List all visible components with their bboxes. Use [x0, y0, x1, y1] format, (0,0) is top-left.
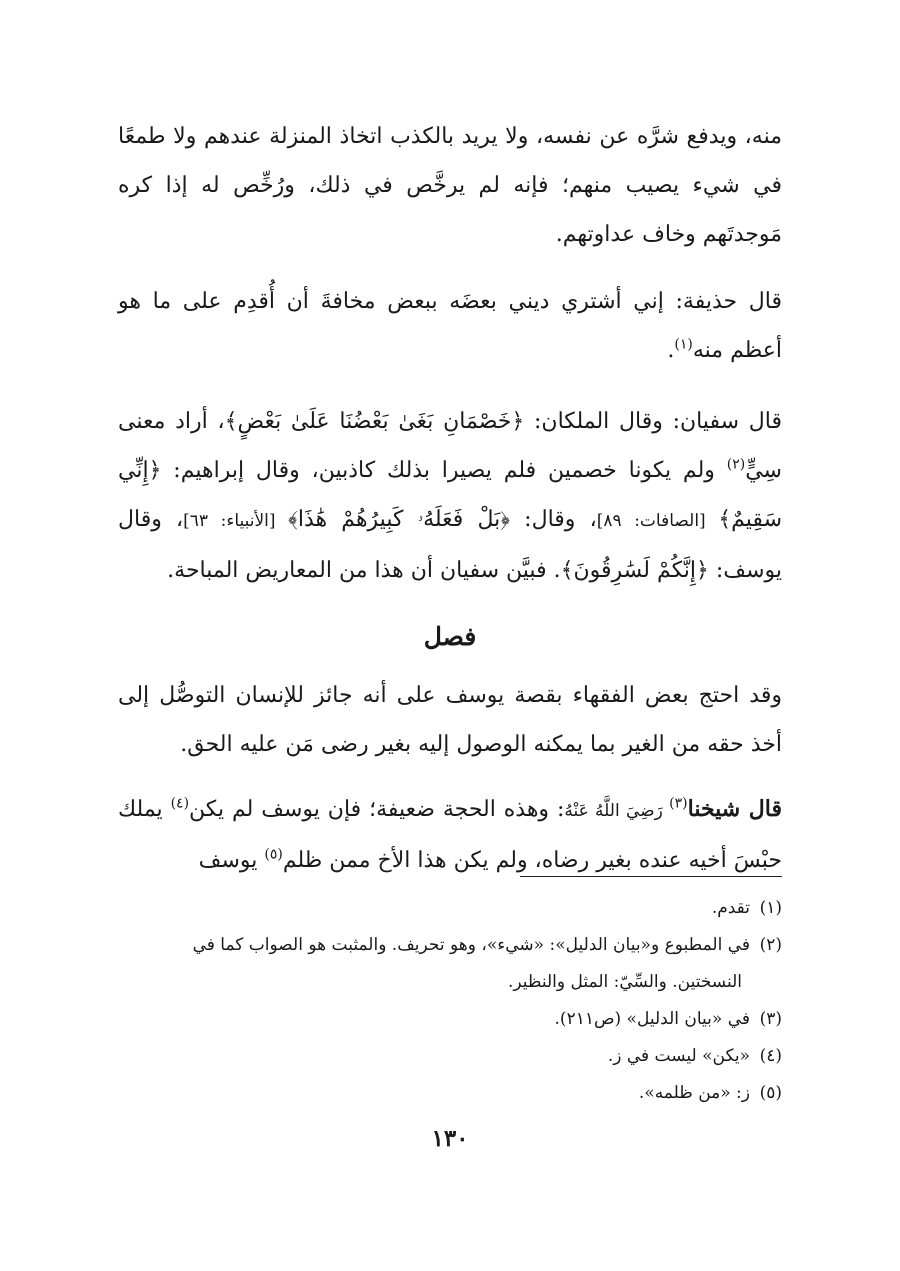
footnote-4: [118, 1038, 782, 1075]
main-text: [118, 112, 782, 885]
footnote-ref-2[interactable]: (٢): [726, 456, 746, 473]
paragraph-4: وقد احتج بعض الفقهاء بقصة يوسف على أنه جائز للإنسان التوصُّل إلى أخذ حقه من الغير بما يمكنه الوصول إليه بغير رضى مَن عليه الحق.: [118, 683, 782, 757]
footnote-number: (٢): [759, 935, 782, 955]
footnote-number: (٥): [759, 1083, 782, 1103]
paragraph-5: [118, 785, 782, 885]
quran-quote-3: ﴿بَلْ فَعَلَهُۥ كَبِيرُهُمْ هَٰذَا﴾: [288, 507, 511, 532]
quran-quote-4: ﴿إِنَّكُمْ لَسَٰرِقُونَ﴾: [560, 558, 709, 583]
page-number: ١٣٠: [431, 1125, 469, 1152]
p3-text-b: ، أراد معنى سِيٍّ: [118, 409, 782, 483]
footnote-ref-5[interactable]: (٥): [264, 846, 283, 863]
footnote-number: (١): [759, 898, 782, 918]
paragraph-3: [118, 397, 782, 595]
footnote-text: ز: «من ظلمه».: [638, 1083, 750, 1103]
p3-text-f: . فبيَّن سفيان أن هذا من المعاريض المباحة.: [167, 558, 561, 583]
honorific: رَضِيَ اللَّهُ عَنْهُ: [564, 801, 670, 821]
p3-text-e: ، وقال يوسف:: [118, 507, 782, 583]
p5-lead: قال شيخنا: [687, 796, 782, 822]
footnote-text: في «بيان الدليل» (ص٢١١).: [554, 1009, 750, 1029]
footnote-5: [118, 1075, 782, 1112]
p3-text-c: ولم يكونا خصمين فلم يصيرا بذلك كاذبين، وقال إبراهيم:: [161, 458, 727, 483]
paragraph-2-text: قال حذيفة: إني أشتري ديني بعضَه ببعض مخافةَ أن أُقدِم على ما هو أعظم منه: [118, 289, 782, 363]
quran-ref-1: [الصافات: ٨٩]: [596, 511, 719, 531]
paragraph-2: [118, 277, 782, 375]
p3-text-d: ، وقال:: [510, 507, 597, 532]
p3-text-a: قال سفيان: وقال الملكان:: [524, 409, 782, 434]
footnote-ref-4[interactable]: (٤): [170, 795, 190, 812]
p5-text-c: يوسف: [198, 848, 265, 873]
quran-ref-2: [الأنبياء: ٦٣]: [183, 511, 289, 531]
paragraph-2-end: .: [667, 338, 675, 363]
footnote-text: في المطبوع و«بيان الدليل»: «شيء»، وهو تحريف. والمثبت هو الصواب كما في: [192, 935, 750, 955]
p5-text-a: : وهذه الحجة ضعيفة؛ فإن يوسف لم يكن: [189, 797, 565, 822]
footnote-1: [118, 890, 782, 927]
footnote-3: [118, 1001, 782, 1038]
footnote-number: (٣): [759, 1009, 782, 1029]
footnote-ref-1[interactable]: (١): [674, 336, 693, 353]
p5-text-b: يملك حبْسَ أخيه عنده بغير رضاه، ولم يكن هذا الأخ ممن ظلم: [118, 797, 782, 873]
section-heading: فصل: [423, 622, 477, 651]
footnote-number: (٤): [759, 1046, 782, 1066]
paragraph-1: منه، ويدفع شرَّه عن نفسه، ولا يريد بالكذب اتخاذ المنزلة عندهم ولا طمعًا في شيء يصيب منهم؛ فإنه لم يرخَّص في ذلك، ورُخِّص له إذا كره مَوجدتَهم وخاف عداوتهم.: [118, 124, 782, 247]
footnote-text: «يكن» ليست في ز.: [607, 1046, 750, 1066]
footnote-ref-3[interactable]: (٣): [669, 795, 688, 812]
quran-quote-2: ﴿إِنِّي سَقِيمٌ﴾: [118, 458, 782, 532]
footnote-2-continuation: النسختين. والسِّيّ: المثل والنظير.: [508, 972, 742, 992]
footnote-text: تقدم.: [711, 898, 750, 918]
quran-quote-1: ﴿خَصْمَانِ بَغَىٰ بَعْضُنَا عَلَىٰ بَعْضٍ﴾: [224, 409, 525, 434]
footnote-2: [118, 927, 782, 964]
footnote-divider: [520, 876, 782, 877]
footnotes: [118, 890, 782, 1112]
